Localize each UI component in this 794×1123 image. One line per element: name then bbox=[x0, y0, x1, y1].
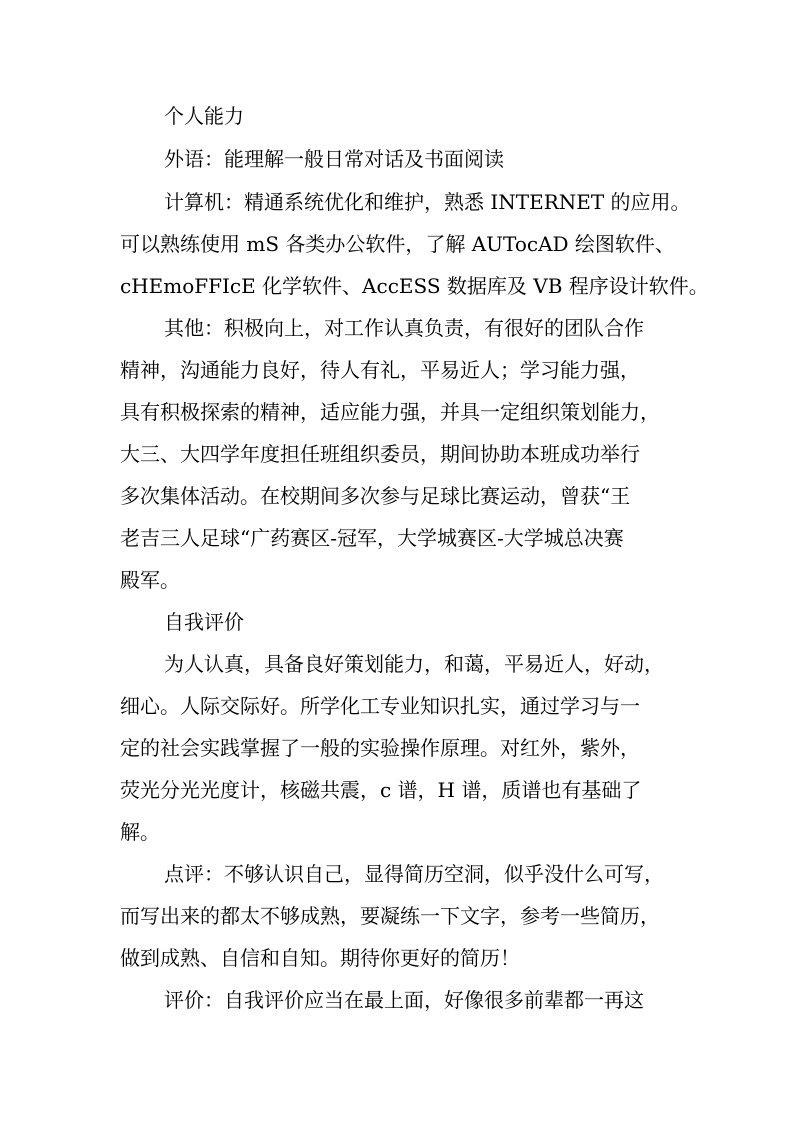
other-line-5: 多次集体活动。在校期间多次参与足球比赛运动，曾获“王 bbox=[120, 484, 631, 508]
self-evaluation-line-1: 为人认真，具备良好策划能力，和蔼，平易近人，好动， bbox=[164, 652, 664, 676]
computer-line-1: 计算机：精通系统优化和维护，熟悉 INTERNET 的应用。 bbox=[164, 190, 691, 214]
other-line-1: 其他：积极向上，对工作认真负责，有很好的团队合作 bbox=[164, 316, 644, 340]
self-evaluation-line-4: 荧光分光光度计，核磁共震，c 谱，H 谱，质谱也有基础了 bbox=[120, 778, 642, 802]
computer-line-2: 可以熟练使用 mS 各类办公软件，了解 AUTocAD 绘图软件、 bbox=[120, 232, 675, 256]
review-line: 评价：自我评价应当在最上面，好像很多前辈都一再这 bbox=[164, 988, 644, 1012]
self-evaluation-line-5: 解。 bbox=[120, 820, 160, 844]
section-heading-ability: 个人能力 bbox=[164, 104, 244, 128]
comment-line-1: 点评：不够认识自己，显得简历空洞，似乎没什么可写， bbox=[164, 862, 664, 886]
other-line-3: 具有积极探索的精神，适应能力强，并具一定组织策划能力， bbox=[120, 400, 660, 424]
self-evaluation-line-3: 定的社会实践掌握了一般的实验操作原理。对红外，紫外， bbox=[120, 736, 640, 760]
comment-line-2: 而写出来的都太不够成熟，要凝练一下文字，参考一些简历， bbox=[120, 904, 660, 928]
foreign-language-line: 外语：能理解一般日常对话及书面阅读 bbox=[164, 147, 504, 171]
other-line-7: 殿军。 bbox=[120, 568, 180, 592]
other-line-4: 大三、大四学年度担任班组织委员，期间协助本班成功举行 bbox=[120, 442, 640, 466]
comment-line-3: 做到成熟、自信和自知。期待你更好的简历！ bbox=[120, 946, 520, 970]
section-heading-self-evaluation: 自我评价 bbox=[164, 610, 244, 634]
computer-line-3: cHEmoFFIcE 化学软件、AccESS 数据库及 VB 程序设计软件。 bbox=[120, 274, 709, 298]
other-line-6: 老吉三人足球“广药赛区-冠军，大学城赛区-大学城总决赛 bbox=[120, 526, 624, 550]
self-evaluation-line-2: 细心。人际交际好。所学化工专业知识扎实，通过学习与一 bbox=[120, 694, 640, 718]
other-line-2: 精神，沟通能力良好，待人有礼，平易近人；学习能力强， bbox=[120, 358, 640, 382]
